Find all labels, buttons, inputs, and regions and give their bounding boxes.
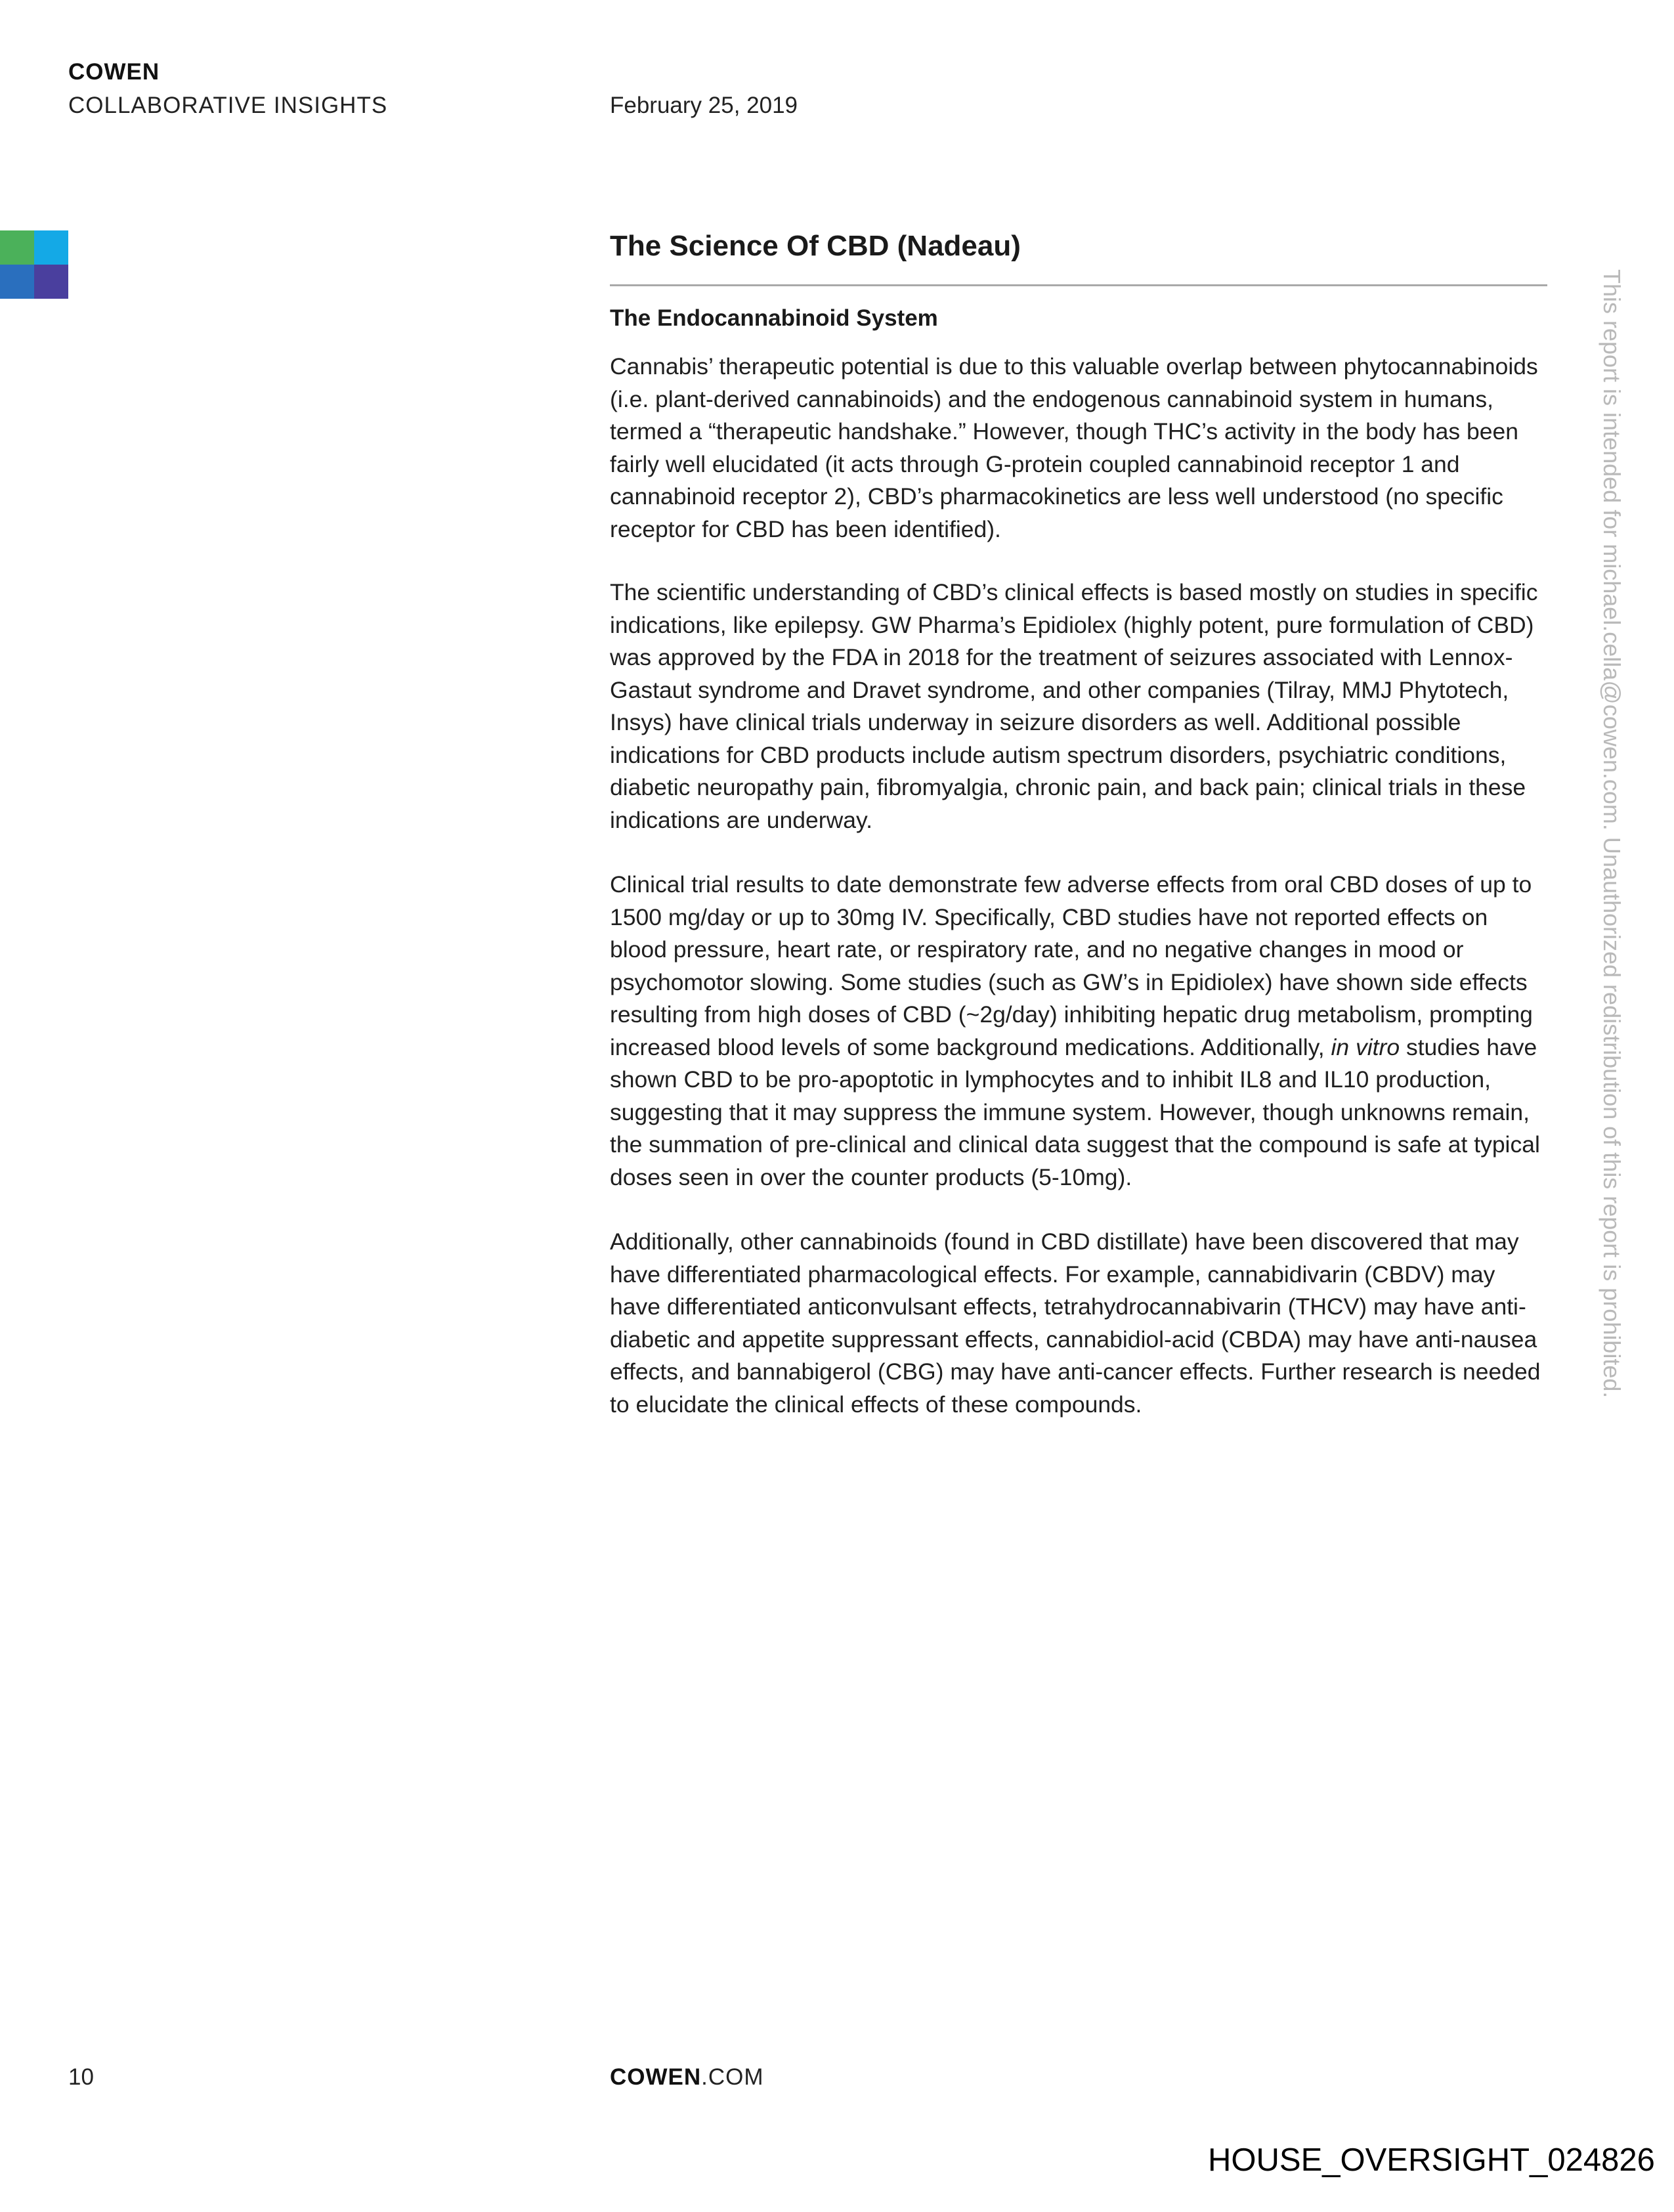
color-square-cyan <box>34 230 68 265</box>
body-paragraph-1: Cannabis’ therapeutic potential is due to this valuable overlap between phytocannabinoids (i.e. plant-derived cannabinoids) and the endogenous cannabinoid system in humans, termed a “therapeutic handshake.” However, though THC’s activity in the body has been fairly well elucidated (it acts through G-protein coupled cannabinoid receptor 1 and cannabinoid receptor 2), CBD’s pharmacokinetics are less well understood (no specific receptor for CBD has been identified). <box>610 353 1538 542</box>
color-square-purple <box>34 265 68 299</box>
bates-number: HOUSE_OVERSIGHT_024826 <box>1208 2142 1655 2178</box>
brand-subtitle: COLLABORATIVE INSIGHTS <box>68 93 388 118</box>
report-date: February 25, 2019 <box>610 93 798 118</box>
brand-name: COWEN <box>68 59 160 85</box>
subsection-title: The Endocannabinoid System <box>610 305 938 331</box>
distribution-watermark: This report is intended for michael.cella@cowen.com. Unauthorized redistribution of this report is prohibited. <box>1599 269 1625 1399</box>
color-square-blue <box>0 265 34 299</box>
paragraph-text: Clinical trial results to date demonstrate few adverse effects from oral CBD doses of up to 1500 mg/day or up to 30mg IV. Specifically, CBD studies have not reported effects on blood pressure, heart rate, or respiratory rate, and no negative changes in mood or psychomotor slowing. Some studies (such as GW’s in Epidiolex) have shown side effects resulting from high doses of CBD (~2g/day) inhibiting hepatic drug metabolism, prompting increased blood levels of some background medications. Additionally, <box>610 871 1533 1060</box>
paragraph-text: studies have shown CBD to be pro-apoptotic in lymphocytes and to inhibit IL8 and IL10 production, suggesting that it may suppress the immune system. However, though unknowns remain, the summation of pre-clinical and clinical data suggest that the compound is safe at typical doses seen in over the counter products (5-10mg). <box>610 1033 1540 1190</box>
footer-logo <box>610 2064 764 2091</box>
footer-logo-suffix: .COM <box>701 2064 764 2090</box>
body-paragraph-3 <box>610 869 1547 1194</box>
body-paragraph-2: The scientific understanding of CBD’s clinical effects is based mostly on studies in specific indications, like epilepsy. GW Pharma’s Epidiolex (highly potent, pure formulation of CBD) was approved by the FDA in 2018 for the treatment of seizures associated with Lennox-Gastaut syndrome and Dravet syndrome, and other companies (Tilray, MMJ Phytotech, Insys) have clinical trials underway in seizure disorders as well. Additional possible indications for CBD products include autism spectrum disorders, psychiatric conditions, diabetic neuropathy pain, fibromyalgia, chronic pain, and back pain; clinical trials in these indications are underway. <box>610 579 1538 833</box>
brand-color-block <box>0 230 68 299</box>
footer-logo-bold: COWEN <box>610 2064 702 2090</box>
section-divider <box>610 284 1547 286</box>
italic-term: in vitro <box>1331 1033 1400 1060</box>
page-number: 10 <box>68 2064 94 2090</box>
body-paragraph-4: Additionally, other cannabinoids (found in CBD distillate) have been discovered that may have differentiated pharmacological effects. For example, cannabidivarin (CBDV) may have differentiated anticonvulsant effects, tetrahydrocannabivarin (THCV) may have anti-diabetic and appetite suppressant effects, cannabidiol-acid (CBDA) may have anti-nausea effects, and bannabigerol (CBG) may have anti-cancer effects. Further research is needed to elucidate the clinical effects of these compounds. <box>610 1228 1541 1418</box>
section-title: The Science Of CBD (Nadeau) <box>610 230 1021 262</box>
color-square-green <box>0 230 34 265</box>
